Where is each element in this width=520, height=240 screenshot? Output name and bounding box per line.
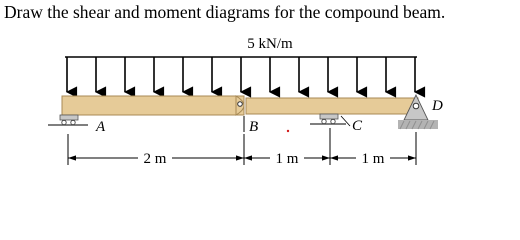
roller-support-a xyxy=(48,115,88,125)
dimension-label: 1 m xyxy=(275,151,299,167)
point-label-a: A xyxy=(96,119,106,135)
point-label-d: D xyxy=(432,98,443,114)
beam-segment-bd xyxy=(246,98,418,114)
point-label-c: C xyxy=(352,118,363,134)
hinge-pin-circle xyxy=(238,102,243,107)
dimension-label: 2 m xyxy=(143,151,167,167)
distributed-load-arrows xyxy=(67,57,415,92)
beam-segment-ab xyxy=(62,96,244,115)
red-dot xyxy=(287,130,289,132)
load-label: 5 kN/m xyxy=(247,36,293,52)
problem-statement: Draw the shear and moment diagrams for the compound beam. xyxy=(4,2,446,22)
dimension-label: 1 m xyxy=(361,151,385,167)
point-label-b: B xyxy=(249,119,259,135)
roller-support-c xyxy=(310,114,346,124)
